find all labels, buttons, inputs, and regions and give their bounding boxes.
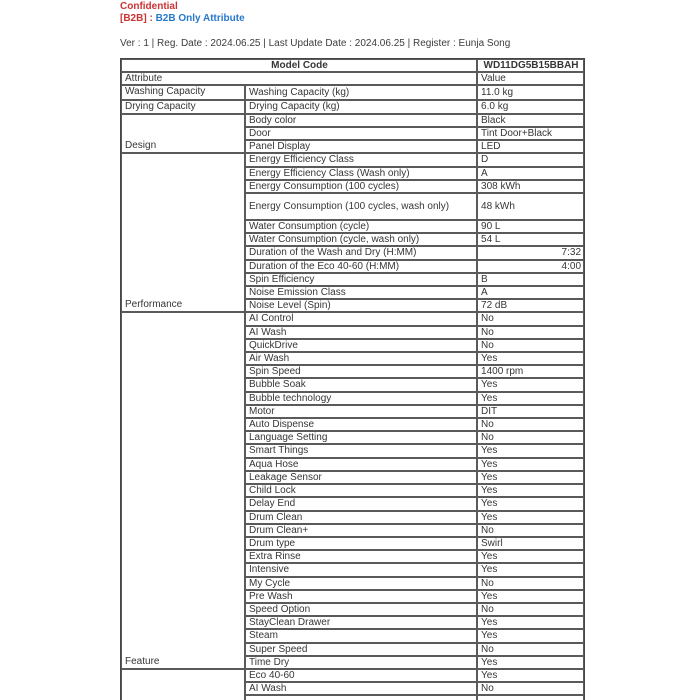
attribute-cell: Intensive	[245, 563, 477, 576]
attribute-cell: Auto Dispense	[245, 418, 477, 431]
value-cell: No	[477, 643, 584, 656]
b2b-separator: :	[146, 13, 156, 24]
value-cell: No	[477, 577, 584, 590]
table-row	[121, 669, 584, 682]
value-cell: Black	[477, 114, 584, 127]
attribute-cell: Language Setting	[245, 431, 477, 444]
attribute-cell: Washing Capacity (kg)	[245, 85, 477, 99]
attribute-cell: AI Wash	[245, 682, 477, 695]
category-cell	[121, 669, 245, 700]
value-cell: Yes	[477, 563, 584, 576]
value-cell: 4:00	[477, 260, 584, 273]
attribute-cell: Speed Option	[245, 603, 477, 616]
attribute-cell: Smart Things	[245, 444, 477, 457]
value-cell: No	[477, 312, 584, 325]
confidential-label: Confidential	[120, 1, 178, 12]
table-row	[121, 100, 584, 114]
value-cell: No	[477, 603, 584, 616]
value-cell: 72 dB	[477, 299, 584, 312]
value-cell: Yes	[477, 550, 584, 563]
value-cell: Yes	[477, 484, 584, 497]
value-cell: 48 kWh	[477, 193, 584, 220]
attribute-cell: Time Dry	[245, 656, 477, 669]
attribute-cell: Extra Rinse	[245, 550, 477, 563]
category-cell: Performance	[121, 153, 245, 312]
value-cell: D	[477, 153, 584, 166]
attribute-header: Attribute	[121, 72, 477, 85]
model-code-row	[121, 59, 584, 72]
attribute-cell: Pre Wash	[245, 590, 477, 603]
value-cell: Yes	[477, 444, 584, 457]
value-cell: Yes	[477, 656, 584, 669]
attribute-cell: Delay End	[245, 497, 477, 510]
spec-table	[120, 58, 585, 700]
b2b-attribute-label: B2B Only Attribute	[155, 13, 245, 24]
attribute-cell: Door	[245, 127, 477, 140]
value-cell: Tint Door+Black	[477, 127, 584, 140]
model-code-value: WD11DG5B15BBAH	[477, 59, 584, 72]
value-cell: LED	[477, 140, 584, 153]
attribute-cell: Duration of the Wash and Dry (H:MM)	[245, 246, 477, 259]
attribute-cell: Spin Efficiency	[245, 273, 477, 286]
value-cell: A	[477, 167, 584, 180]
attribute-cell: StayClean Drawer	[245, 616, 477, 629]
version-meta: Ver : 1 | Reg. Date : 2024.06.25 | Last Update Date : 2024.06.25 | Register : Eunja Song	[120, 38, 511, 49]
attribute-cell: Energy Consumption (100 cycles)	[245, 180, 477, 193]
attribute-cell: Energy Consumption (100 cycles, wash only)	[245, 193, 477, 220]
value-cell: Swirl	[477, 537, 584, 550]
attribute-cell: Drum Clean	[245, 511, 477, 524]
value-cell: DIT	[477, 405, 584, 418]
attribute-cell: Water Consumption (cycle)	[245, 220, 477, 233]
attribute-cell: Bubble Soak	[245, 378, 477, 391]
model-code-header: Model Code	[121, 59, 477, 72]
value-header: Value	[477, 72, 584, 85]
category-cell: Drying Capacity	[121, 100, 245, 114]
value-cell: No	[477, 418, 584, 431]
attribute-cell: Noise Level (Spin)	[245, 299, 477, 312]
value-cell: No	[477, 326, 584, 339]
category-cell: Washing Capacity	[121, 85, 245, 99]
attribute-cell: Aqua Hose	[245, 458, 477, 471]
attribute-cell	[245, 695, 477, 700]
value-cell: Yes	[477, 497, 584, 510]
attribute-cell: Child Lock	[245, 484, 477, 497]
value-cell: B	[477, 273, 584, 286]
value-cell: Yes	[477, 669, 584, 682]
value-cell: Yes	[477, 511, 584, 524]
value-cell: 1400 rpm	[477, 365, 584, 378]
table-row	[121, 85, 584, 99]
value-cell: No	[477, 682, 584, 695]
table-row	[121, 153, 584, 166]
attribute-cell: My Cycle	[245, 577, 477, 590]
attribute-cell: Bubble technology	[245, 392, 477, 405]
attribute-cell: Body color	[245, 114, 477, 127]
attribute-cell: Leakage Sensor	[245, 471, 477, 484]
value-cell: Yes	[477, 392, 584, 405]
value-cell: 90 L	[477, 220, 584, 233]
attribute-cell: Air Wash	[245, 352, 477, 365]
value-cell: Yes	[477, 471, 584, 484]
value-cell: No	[477, 339, 584, 352]
value-cell: 11.0 kg	[477, 85, 584, 99]
attribute-cell: Drying Capacity (kg)	[245, 100, 477, 114]
attribute-cell: Drum Clean+	[245, 524, 477, 537]
attribute-cell: Motor	[245, 405, 477, 418]
attribute-cell: Energy Efficiency Class	[245, 153, 477, 166]
value-cell: Yes	[477, 458, 584, 471]
value-cell: 308 kWh	[477, 180, 584, 193]
value-cell: No	[477, 524, 584, 537]
attribute-cell: Steam	[245, 629, 477, 642]
spec-table-body	[121, 85, 584, 700]
value-cell: Yes	[477, 616, 584, 629]
attribute-cell: Water Consumption (cycle, wash only)	[245, 233, 477, 246]
value-cell: 54 L	[477, 233, 584, 246]
value-cell: Yes	[477, 590, 584, 603]
b2b-attribute-line	[120, 13, 245, 24]
attribute-cell: AI Control	[245, 312, 477, 325]
table-row	[121, 312, 584, 325]
b2b-tag: [B2B]	[120, 13, 147, 24]
value-cell: A	[477, 286, 584, 299]
category-cell: Design	[121, 114, 245, 154]
category-cell: Feature	[121, 312, 245, 668]
value-cell: Yes	[477, 352, 584, 365]
value-cell: Yes	[477, 629, 584, 642]
attribute-cell: Eco 40-60	[245, 669, 477, 682]
attribute-value-row	[121, 72, 584, 85]
value-cell: No	[477, 431, 584, 444]
value-cell	[477, 695, 584, 700]
value-cell: 7:32	[477, 246, 584, 259]
attribute-cell: AI Wash	[245, 326, 477, 339]
attribute-cell: Noise Emission Class	[245, 286, 477, 299]
attribute-cell: QuickDrive	[245, 339, 477, 352]
attribute-cell: Spin Speed	[245, 365, 477, 378]
value-cell: Yes	[477, 378, 584, 391]
attribute-cell: Drum type	[245, 537, 477, 550]
value-cell: 6.0 kg	[477, 100, 584, 114]
spec-table-container	[120, 58, 590, 700]
attribute-cell: Duration of the Eco 40-60 (H:MM)	[245, 260, 477, 273]
attribute-cell: Panel Display	[245, 140, 477, 153]
table-row	[121, 114, 584, 127]
attribute-cell: Super Speed	[245, 643, 477, 656]
attribute-cell: Energy Efficiency Class (Wash only)	[245, 167, 477, 180]
